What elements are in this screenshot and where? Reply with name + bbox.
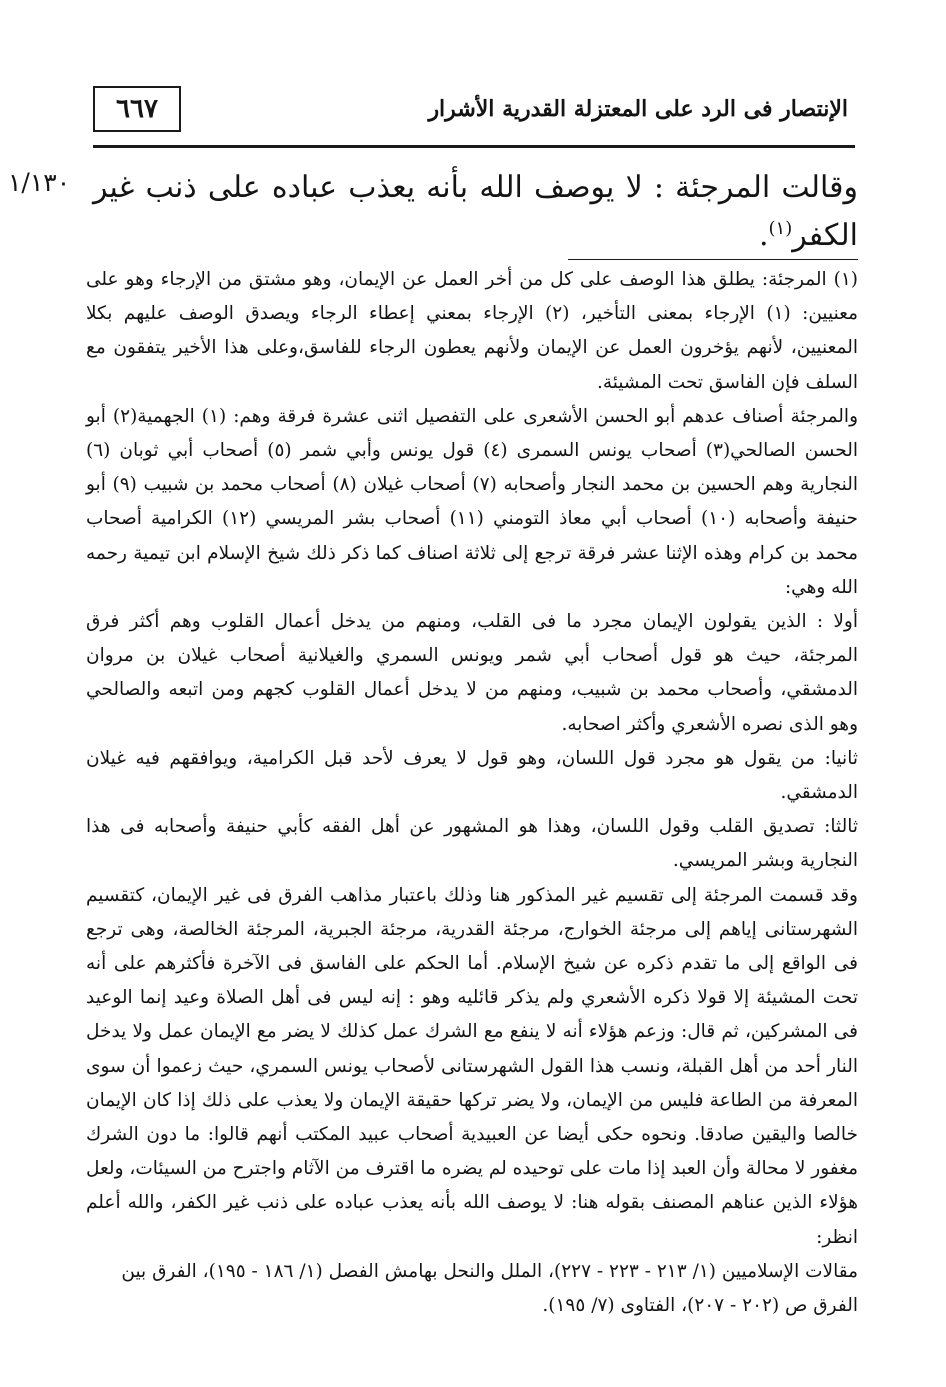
footnote-paragraph-second: ثانيا: من يقول هو مجرد قول اللسان، وهو قول لا يعرف لأحد قبل الكرامية، ويوافقهم فيه غيلان الدمشقي. — [86, 747, 858, 804]
margin-reference: ١/١٣٠ — [8, 168, 71, 197]
page-number — [93, 86, 181, 132]
header-rule — [93, 145, 855, 148]
footnote-rule — [568, 259, 858, 260]
footnote-paragraph-sects: والمرجئة أصناف عدهم أبو الحسن الأشعرى على التفصيل اثنى عشرة فرقة وهم: (١) الجهمية(٢) أبو الحسن الصالحي(٣) أصحاب يونس السمرى (٤) قول يونس وأبي شمر (٥) أصحاب أبي ثوبان (٦) النجارية وهم الحسين بن محمد النجار وأصحابه (٧) أصحاب غيلان (٨) أصحاب محمد بن شبيب (٩) أبو حنيفة وأصحابه (١٠) أصحاب أبي معاذ التومني (١١) أصحاب بشر المريسي (١٢) الكرامية أصحاب محمد بن كرام وهذه الإثنا عشر فرقة ترجع إلى ثلاثة اصناف كما ذكر ذلك شيخ الإسلام ابن تيمية رحمه الله وهي: — [86, 405, 859, 598]
main-text — [93, 164, 858, 260]
page-number-text: ٦٦٧ — [116, 94, 158, 124]
footnote-paragraph-first: أولا : الذين يقولون الإيمان مجرد ما فى القلب، ومنهم من يدخل أعمال القلوب وهم أكثر فرق المرجئة، حيث هو قول أصحاب أبي شمر ويونس السمري والغيلانية أصحاب غيلان بن مروان الدمشقي، وأصحاب محمد بن شبيب، ومنهم من لا يدخل أعمال القلوب كجهم ومن اتبعه والصالحي وهو الذى نصره الأشعري وأكثر اصحابه. — [86, 611, 858, 735]
footnote-paragraph-division: وقد قسمت المرجئة إلى تقسيم غير المذكور هنا وذلك باعتبار مذاهب الفرق فى غير الإيمان، كتقسيم الشهرستانى إياهم إلى مرجئة الخوارج، مرجئة القدرية، مرجئة الجبرية، المرجئة الخالصة، وهى ترجع فى الواقع إلى ما تقدم ذكره عن شيخ الإسلام. أما الحكم على الفاسق فى الآخرة فأكثرهم على أنه تحت المشيئة إلا قولا ذكره الأشعري ولم يذكر قائليه وهو : إنه ليس فى أهل الصلاة وعيد إنما الوعيد فى المشركين، ثم قال: وزعم هؤلاء أنه لا ينفع مع الشرك عمل كذلك لا يضر مع الإيمان عمل ولا يدخل النار أحد من أهل القبلة، ونسب هذا القول الشهرستانى لأصحاب يونس السمري، حيث زعموا أن سوى المعرفة من الطاعة فليس من الإيمان، ولا يضر تركها حقيقة الإيمان ولا يعذب على ذلك إذا كان الإيمان خالصا واليقين صادقا. ونحوه حكى أيضا عن العبيدية أصحاب عبيد المكتب أنهم قالوا: ما دون الشرك مغفور لا محالة وأن العبد إذا مات على توحيده لم يضره ما اقترف من الآثام واجترح من السيئات، ولعل هؤلاء الذين عناهم المصنف بقوله هنا: لا يوصف الله بأنه يعذب عباده على ذنب غير الكفر، والله أعلم انظر: — [86, 884, 858, 1248]
footnote-paragraph-references: مقالات الإسلاميين (١/ ٢١٣ - ٢٢٣ - ٢٢٧)، الملل والنحل بهامش الفصل (١/ ١٨٦ - ١٩٥)، الفرق بين الفرق ص (٢٠٢ - ٢٠٧)، الفتاوى (٧/ ١٩٥). — [121, 1260, 858, 1317]
footnote-paragraph-third: ثالثا: تصديق القلب وقول اللسان، وهذا هو المشهور عن أهل الفقه كأبي حنيفة وأصحابه فى هذا النجارية وبشر المريسي. — [86, 816, 858, 872]
footnotes — [86, 263, 858, 1323]
footnote-marker: (١) — [768, 218, 793, 239]
main-text-end: . — [758, 218, 769, 253]
main-text-body: وقالت المرجئة : لا يوصف الله بأنه يعذب عباده على ذنب غير الكفر — [93, 170, 858, 253]
running-title: الإنتصار فى الرد على المعتزلة القدرية الأشرار — [428, 96, 848, 122]
footnote-paragraph-definition: (١) المرجئة: يطلق هذا الوصف على كل من أخر العمل عن الإيمان، وهو مشتق من الإرجاء وهو على معنيين: (١) الإرجاء بمعنى التأخير، (٢) الإرجاء بمعني إعطاء الرجاء ويصدق الوصف عليهم بكلا المعنيين، لأنهم يؤخرون العمل عن الإيمان ولأنهم يعطون الرجاء للفاسق،وعلى هذا الأخير يتفقون مع السلف فإن الفاسق تحت المشيئة. — [86, 269, 858, 393]
